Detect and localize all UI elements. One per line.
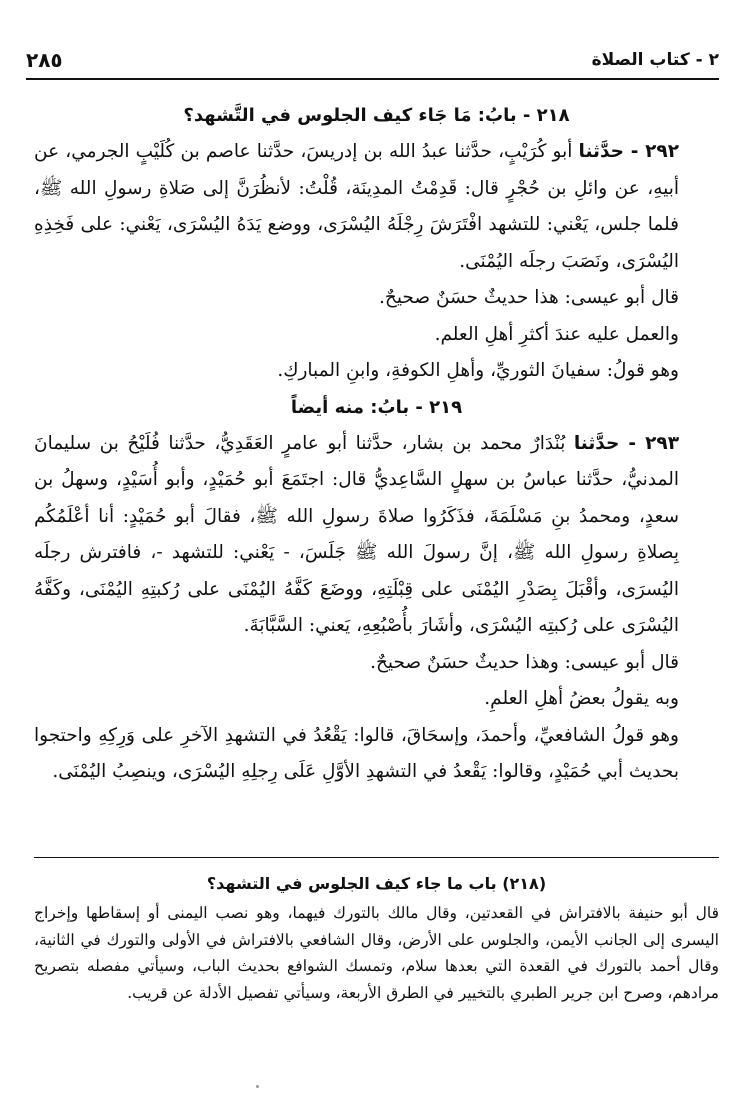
footnote-title: (٢١٨) باب ما جاء كيف الجلوس في التشهد؟ [206, 874, 547, 893]
footnote-divider [34, 857, 719, 858]
chapter-218-title: ٢١٨ - بابُ: مَا جَاء كيف الجلوس في التَّشهد؟ [183, 105, 570, 126]
book-title: ٢ - كتاب الصلاة [591, 50, 719, 70]
abu-isa-comment: قال أبو عيسى: هذا حديثٌ حسَنٌ صحيحٌ. [379, 287, 679, 308]
hadith-293-number: ٢٩٣ - حدَّثنا [573, 432, 679, 454]
scholars-opinion: وبه يقولُ بعضُ أهلِ العلمِ. [484, 688, 679, 709]
main-text [34, 98, 719, 791]
hadith-292-number: ٢٩٢ - حدَّثنا [578, 141, 679, 162]
page-number: ٢٨٥ [26, 48, 63, 72]
hadith-292-text: أبو كُرَيْبٍ، حدَّثنا عبدُ الله بن إدريسَ، حدَّثنا عاصم بن كُلَيْبٍ الجرمي، عن أبيهِ، عن وائلِ بن حُجْرٍ قال: قَدِمْتُ المدِينَة، قُلْتُ: لأنظُرَنَّ إلى صَلاةِ رسولِ الله ﷺ، فلما جلس، يَعْني: للتشهد افْتَرَشَ رِجْلَهُ اليُسْرَى، ووضع يَدَهُ اليُسْرَى، يَعْني: على فَخِذِهِ اليُسْرَى، ونَصَبَ رجلَه اليُمْنَى. [34, 141, 679, 272]
abu-isa-comment-2: قال أبو عيسى: وهذا حديثٌ حسَنٌ صحيحٌ. [370, 651, 679, 673]
footnote-section [34, 870, 719, 1006]
hadith-292 [34, 134, 719, 280]
scholars-detail: وهو قولُ الشافعيِّ، وأحمدَ، وإسحَاقَ، قالوا: يَقْعُدُ في التشهدِ الآخرِ على وَرِكِهِ واحتجوا بحديث أبي حُمَيْدٍ، وقالوا: يَقْعدُ في التشهدِ الأوَّلِ عَلَى رِجلِهِ اليُسْرَى، وينصِبُ اليُمْنَى. [34, 724, 679, 782]
hadith-293-text: بُنْدَارٌ محمد بن بشار، حدَّثنا أبو عامرٍ العَقَدِيُّ، حدَّثنا فُلَيْحُ بن سليمانَ المدنيُّ، حدَّثنا عباسُ بن سهلٍ السَّاعِديُّ قال: اجتَمَعَ أبو حُمَيْدٍ، وأبو أُسَيْدٍ، وسهلُ بن سعدٍ، ومحمدُ بنِ مَسْلَمَةَ، فذَكَرُوا صلاةَ رسولِ الله ﷺ، فقالَ أبو حُمَيْدٍ: أنا أعْلَمُكُم بِصلاةِ رسولِ الله ﷺ، إنَّ رسولَ الله ﷺ جَلَسَ، - يَعْني: للتشهد -، فافترش رجلَه اليُسرَى، وأقْبَلَ بِصَدْرِ اليُمْنَى على قِبْلَتِهِ، ووضَعَ كَفَّهُ اليُمْنَى على رُكبتِهِ اليُمْنَى، وكَفَّهُ اليُسْرَى على رُكبتِه اليُسْرَى، وأشَارَ بأُصْبُعِهِ، يَعني: السَّبَّابَةَ. [34, 432, 679, 636]
chapter-219-title: ٢١٩ - بابُ: منه أيضاً [290, 396, 463, 418]
practice-note: والعمل عليه عندَ أكثرِ أهلِ العلم. [434, 323, 679, 345]
footnote-text: قال أبو حنيفة بالافتراش في القعدتين، وقال مالك بالتورك فيهما، وهو نصب اليمنى أو إسقاطها وإخراج اليسرى إلى الجانب الأيمن، والجلوس على الأرض، وقال الشافعي بالافتراش في الأولى والتورك في الثانية، وقال أحمد بالتورك في القعدة التي بعدها سلام، وتمسك الشوافع بحديث الباب، وسيأتي مفصله بتصريح مرادهم، وصرح ابن جرير الطبري بالتخيير في الطرق الأربعة، وسيأتي تفصيل الأدلة عن قريب. [34, 904, 719, 1002]
scholars-note: وهو قولُ: سفيانَ الثوريِّ، وأهلِ الكوفةِ، وابنِ المباركِ. [277, 360, 679, 381]
running-header [26, 48, 719, 80]
hadith-293 [34, 426, 719, 645]
page-mark [256, 1085, 259, 1088]
